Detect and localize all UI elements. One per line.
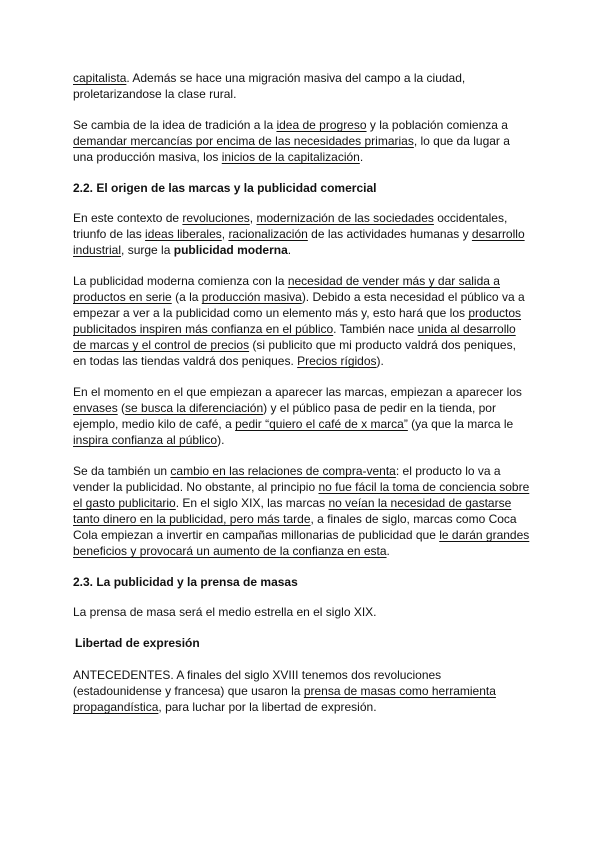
text-run: ). — [376, 354, 384, 368]
text-run: . — [359, 150, 364, 164]
text-run: Se cambia de la idea de tradición a la — [73, 118, 277, 132]
text-run: : el producto lo va a vender la publicidad. No obstante, al principio — [73, 464, 501, 494]
underlined-text: cambio en las relaciones de compra-venta — [170, 464, 396, 478]
subsection-heading — [75, 635, 532, 651]
text-run: (ya que la marca le — [407, 417, 514, 431]
text-run: Se da también un — [73, 464, 171, 478]
paragraph — [73, 273, 532, 369]
bold-text: publicidad moderna — [173, 243, 288, 257]
paragraph — [73, 604, 532, 620]
section-heading — [73, 574, 532, 590]
text-run: 2.3. La publicidad y la prensa de masas — [73, 575, 298, 589]
text-run: . En el siglo XIX, las marcas — [175, 496, 329, 510]
text-run: En este contexto de — [73, 211, 183, 225]
text-run: , — [221, 227, 229, 241]
text-run: ). — [217, 433, 225, 447]
section-heading — [73, 180, 532, 196]
text-run: . Además se hace una migración masiva del campo a la ciudad, proletarizandose la clase rural. — [73, 71, 466, 101]
text-run: 2.2. El origen de las marcas y la publicidad comercial — [73, 181, 377, 195]
paragraph — [73, 384, 532, 448]
text-run: y la población comienza a — [366, 118, 508, 132]
underlined-text: ideas liberales — [145, 227, 222, 241]
underlined-text: pedir “quiero el café de x marca” — [235, 417, 408, 431]
underlined-text: envases — [73, 401, 118, 415]
underlined-text: inspira confianza al público — [73, 433, 218, 447]
text-run: , — [249, 211, 257, 225]
underlined-text: inicios de la capitalización — [221, 150, 360, 164]
text-run: ANTECEDENTES. A finales del siglo XVIII tenemos dos revoluciones (estadounidense y francesa) que usaron la — [73, 668, 442, 698]
underlined-text: se busca la diferenciación — [125, 401, 264, 415]
text-run: de las actividades humanas y — [307, 227, 472, 241]
underlined-text: prensa de masas como herramienta propagandística — [73, 684, 496, 714]
underlined-text: le darán grandes beneficios y provocará un aumento de la confianza en esta — [73, 528, 530, 558]
underlined-text: necesidad de vender más y dar salida a productos en serie — [73, 274, 500, 304]
underlined-text: demandar mercancías por encima de las necesidades primarias — [73, 134, 414, 148]
paragraph — [73, 667, 532, 715]
paragraph — [73, 463, 532, 559]
underlined-text: unida al desarrollo de marcas y el control de precios — [73, 322, 516, 352]
paragraph — [73, 117, 532, 165]
underlined-text: Precios rígidos — [297, 354, 377, 368]
underlined-text: no fue fácil la toma de conciencia sobre el gasto publicitario — [73, 480, 530, 510]
underlined-text: producción masiva — [201, 290, 302, 304]
underlined-text: modernización de las sociedades — [256, 211, 434, 225]
underlined-text: desarrollo industrial — [73, 227, 525, 257]
text-run: ). Debido a esta necesidad el público va a empezar a ver a la publicidad como un elemento más y, esto hará que los — [73, 290, 525, 320]
text-run: ) y el público pasa de pedir en la tienda, por ejemplo, medio kilo de café, a — [73, 401, 496, 431]
text-run: . — [287, 243, 292, 257]
text-run: En el momento en el que empiezan a aparecer las marcas, empiezan a aparecer los — [73, 385, 522, 399]
text-run: , lo que da lugar a una producción masiva, los — [73, 134, 510, 164]
underlined-text: revoluciones — [182, 211, 250, 225]
text-run: Libertad de expresión — [75, 636, 200, 650]
text-run: (a la — [171, 290, 202, 304]
text-run: La publicidad moderna comienza con la — [73, 274, 288, 288]
text-run: ( — [117, 401, 126, 415]
text-run: , a finales de siglo, marcas como Coca Cola empiezan a invertir en campañas millonarias de publicidad que — [73, 512, 517, 542]
text-run: (si publicito que mi producto valdrá dos peniques, en todas las tiendas valdrá dos peniques. — [73, 338, 516, 368]
text-run: occidentales, triunfo de las — [73, 211, 508, 241]
underlined-text: productos publicitados inspiren más confianza en el público — [73, 306, 522, 336]
paragraph — [73, 70, 532, 102]
underlined-text: capitalista — [73, 71, 127, 85]
text-run: . También nace — [333, 322, 418, 336]
underlined-text: racionalización — [228, 227, 308, 241]
paragraph — [73, 210, 532, 258]
underlined-text: no veían la necesidad de gastarse tanto dinero en la publicidad, pero más tarde — [73, 496, 512, 526]
underlined-text: idea de progreso — [276, 118, 367, 132]
text-run: , surge la — [121, 243, 174, 257]
text-run: La prensa de masa será el medio estrella en el siglo XIX. — [73, 605, 377, 619]
text-run: . — [386, 544, 390, 558]
text-run: , para luchar por la libertad de expresión. — [158, 700, 377, 714]
